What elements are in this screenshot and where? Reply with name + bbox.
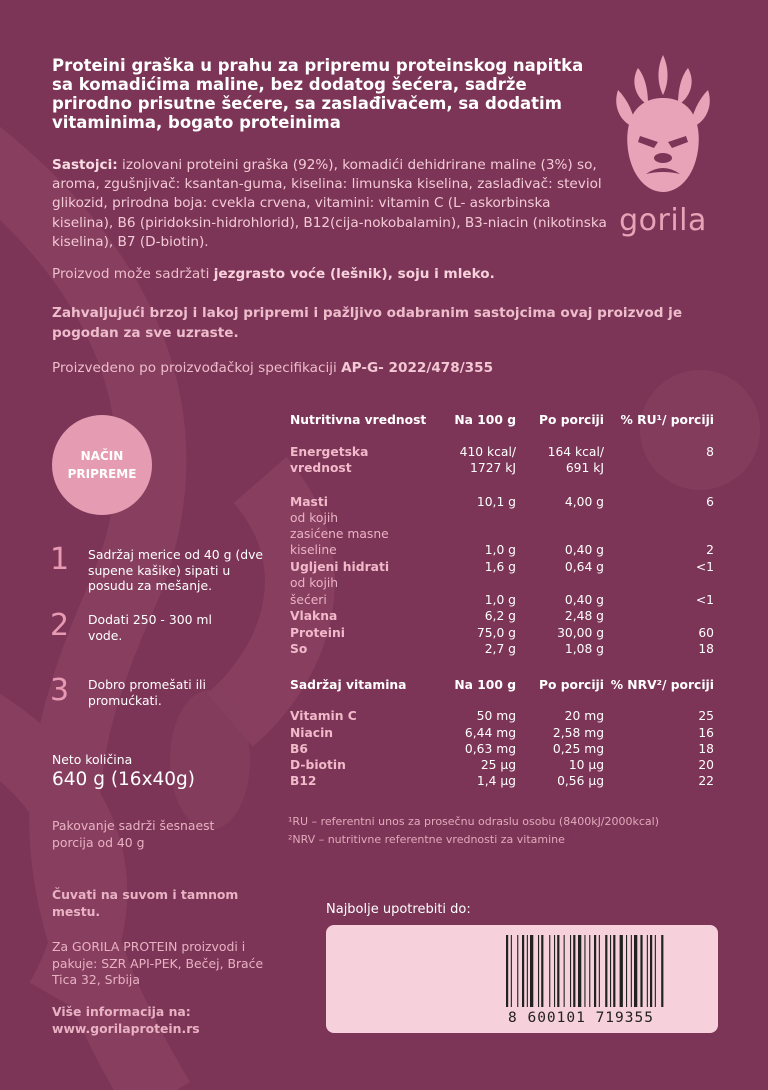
nutrient-value: 0,40 g xyxy=(564,593,604,607)
barcode xyxy=(506,935,706,1007)
vitamin-value: 50 mg xyxy=(476,709,516,723)
nutrient-value: 10,1 g xyxy=(476,495,516,509)
barcode-bar xyxy=(578,935,581,1007)
nutrient-sublabel: od kojih xyxy=(290,511,339,525)
nutrient-label: Ugljeni hidrati xyxy=(290,560,390,574)
badge-line-1: NAČIN xyxy=(80,449,124,463)
nutrition-header: Po porciji xyxy=(539,413,604,427)
nutrient-value: 1,0 g xyxy=(484,543,516,557)
barcode-bar xyxy=(573,935,575,1007)
barcode-bar xyxy=(605,935,607,1007)
website-link[interactable]: www.gorilaprotein.rs xyxy=(52,1020,200,1036)
nutrient-value: 30,00 g xyxy=(557,626,604,640)
net-quantity-value: 640 g (16x40g) xyxy=(52,769,196,790)
step-text: Sadržaj merice od 40 g (dve supene kašike) sipati u posudu za mešanje. xyxy=(88,547,264,593)
step-text: Dodati 250 - 300 ml vode. xyxy=(88,612,212,643)
nutrient-label: Energetska xyxy=(290,445,369,459)
vitamin-value: 6,44 mg xyxy=(464,726,516,740)
nutrient-value: 1,08 g xyxy=(564,642,604,656)
brand-name: gorila xyxy=(619,203,707,238)
allergen-prefix: Proizvod može sadržati xyxy=(52,266,214,282)
nutrition-header: Nutritivna vrednost xyxy=(290,413,427,427)
nutrient-sublabel: od kojih xyxy=(290,576,339,590)
nutrient-value: 4,00 g xyxy=(564,495,604,509)
nutrient-value: 2,7 g xyxy=(484,642,516,656)
vitamin-value: 0,25 mg xyxy=(552,742,604,756)
nutrient-value: 18 xyxy=(698,642,714,656)
nutrient-value: 2 xyxy=(706,543,714,557)
storage-info: Čuvati na suvom i tamnom mestu. xyxy=(52,887,239,919)
nutrient-value: 8 xyxy=(706,445,714,459)
barcode-bar xyxy=(599,935,600,1007)
barcode-bar xyxy=(661,935,663,1007)
barcode-bar xyxy=(541,935,543,1007)
vitamin-value: 2,58 mg xyxy=(552,726,604,740)
barcode-bar xyxy=(527,935,528,1007)
nutrient-sublabel: šećeri xyxy=(290,593,327,607)
barcode-box xyxy=(326,925,718,1033)
net-quantity-label: Neto količina xyxy=(52,752,133,767)
nutrient-value: 75,0 g xyxy=(476,626,516,640)
badge-line-2: PRIPREME xyxy=(67,467,137,481)
vitamin-value: 1,4 µg xyxy=(476,774,516,788)
nutrient-value: 1,0 g xyxy=(484,593,516,607)
vitamin-value: 22 xyxy=(698,774,714,788)
barcode-bar xyxy=(557,935,559,1007)
footnote-nrv: ²NRV – nutritivne referentne vrednosti za vitamine xyxy=(288,833,565,846)
barcode-bar xyxy=(655,935,656,1007)
nutrient-value: 1727 kJ xyxy=(470,461,516,475)
barcode-bar xyxy=(522,935,524,1007)
vitamin-value: 20 mg xyxy=(564,709,604,723)
vitamin-header: % NRV²/ porciji xyxy=(610,678,714,692)
barcode-digits: 8 600101 719355 xyxy=(508,1010,654,1026)
barcode-bar xyxy=(584,935,585,1007)
footnote-ru: ¹RU – referentni unos za prosečnu odraslu osobu (8400kJ/2000kcal) xyxy=(288,815,660,828)
specification xyxy=(52,360,652,376)
producer-info: Za GORILA PROTEIN proizvodi i pakuje: SZR API-PEK, Bečej, Braće Tica 32, Srbija xyxy=(52,939,264,987)
barcode-bar xyxy=(634,935,637,1007)
nutrient-value: 164 kcal/ xyxy=(547,445,604,459)
nutrition-header: % RU¹/ porciji xyxy=(620,413,714,427)
more-info-label: Više informacija na: xyxy=(52,1004,191,1019)
vitamin-label: Vitamin C xyxy=(290,709,357,723)
gorilla-head-icon xyxy=(608,50,718,200)
allergen-warning xyxy=(52,266,652,282)
barcode-bar xyxy=(613,935,615,1007)
nutrient-value: <1 xyxy=(695,593,714,607)
best-before-label: Najbolje upotrebiti do: xyxy=(326,902,471,917)
vitamin-header: Sadržaj vitamina xyxy=(290,678,407,692)
vitamin-label: D-biotin xyxy=(290,758,346,772)
vitamin-header: Po porciji xyxy=(539,678,604,692)
ingredients-text: izolovani proteini graška (92%), komadići dehidrirane maline (3%) so, aroma, zgušnjivač: ksantan-guma, kiselina: limunska kiselina, zaslađivač: steviol glikozid, prirodna boja: cvekla crvena, vitamini: vitamin C (L- askorbinska kiselina), B6 (piridoksin-hidrohlorid), B12(cija-nokobalamin), B3-niacin (nikotinska kiselina), B7 (D-biotin). xyxy=(52,157,607,250)
barcode-bar xyxy=(620,935,623,1007)
barcode-bar xyxy=(631,935,632,1007)
step-number: 1 xyxy=(50,542,70,577)
nutrient-value: <1 xyxy=(695,560,714,574)
preparation-badge-text xyxy=(62,447,142,483)
vitamin-value: 18 xyxy=(698,742,714,756)
nutrient-sublabel: kiseline xyxy=(290,543,337,557)
nutrient-value: 410 kcal/ xyxy=(459,445,516,459)
vitamin-value: 0,56 µg xyxy=(557,774,604,788)
preparation-badge xyxy=(52,415,152,515)
nutrient-value: 2,48 g xyxy=(564,609,604,623)
vitamin-header: Na 100 g xyxy=(454,678,516,692)
nutrient-label: Vlakna xyxy=(290,609,338,623)
vitamin-label: Niacin xyxy=(290,726,334,740)
barcode-bar xyxy=(511,935,512,1007)
ingredients xyxy=(52,156,612,252)
barcode-bar xyxy=(549,935,550,1007)
nutrient-value: 6,2 g xyxy=(484,609,516,623)
barcode-bar xyxy=(554,935,555,1007)
nutrient-value: 691 kJ xyxy=(565,461,604,475)
step-text: Dobro promešati ili promućkati. xyxy=(88,677,206,708)
step-number: 3 xyxy=(50,673,70,708)
vitamin-value: 25 µg xyxy=(480,758,516,772)
barcode-bar xyxy=(570,935,571,1007)
suitability-note: Zahvaljujući brzoj i lakoj pripremi i pažljivo odabranim sastojcima ovaj proizvod je pogodan za sve uzraste. xyxy=(52,305,683,341)
barcode-bar xyxy=(647,935,648,1007)
vitamin-value: 10 µg xyxy=(568,758,604,772)
nutrient-value: 6 xyxy=(706,495,714,509)
vitamin-label: B6 xyxy=(290,742,308,756)
barcode-bar xyxy=(626,935,627,1007)
ingredients-label: Sastojci: xyxy=(52,157,118,173)
nutrient-sublabel: zasićene masne xyxy=(290,527,389,541)
barcode-bar xyxy=(610,935,611,1007)
vitamin-value: 20 xyxy=(698,758,714,772)
nutrient-value: 1,6 g xyxy=(484,560,516,574)
barcode-bar xyxy=(650,935,652,1007)
nutrient-label: So xyxy=(290,642,308,656)
nutrient-value: 60 xyxy=(698,626,714,640)
barcode-bar xyxy=(517,935,518,1007)
barcode-bar xyxy=(538,935,539,1007)
more-info xyxy=(52,1004,272,1037)
spec-code: AP-G- 2022/478/355 xyxy=(341,360,494,376)
vitamin-value: 16 xyxy=(698,726,714,740)
product-title: Proteini graška u prahu za pripremu proteinskog napitka sa komadićima maline, bez dodatog šećera, sadrže prirodno prisutne šećere, sa zaslađivačem, sa dodatim vitaminima, bogato proteinima xyxy=(52,56,584,132)
nutrient-label: Proteini xyxy=(290,626,345,640)
barcode-bar xyxy=(530,935,533,1007)
nutrient-value: 0,40 g xyxy=(564,543,604,557)
nutrient-label: vrednost xyxy=(290,461,352,475)
spec-prefix: Proizvedeno po proizvođačkoj specifikaciji xyxy=(52,360,342,376)
barcode-bar xyxy=(564,935,565,1007)
vitamin-label: B12 xyxy=(290,774,317,788)
vitamin-value: 0,63 mg xyxy=(464,742,516,756)
vitamin-value: 25 xyxy=(698,709,714,723)
barcode-bar xyxy=(594,935,596,1007)
nutrient-label: Masti xyxy=(290,495,328,509)
barcode-bar xyxy=(640,935,642,1007)
allergen-list: jezgrasto voće (lešnik), soju i mleko. xyxy=(213,266,495,282)
nutrition-header: Na 100 g xyxy=(454,413,516,427)
step-number: 2 xyxy=(50,608,70,643)
packaging-info: Pakovanje sadrži šesnaest porcija od 40 g xyxy=(52,818,215,850)
barcode-bar xyxy=(506,935,508,1007)
nutrient-value: 0,64 g xyxy=(564,560,604,574)
barcode-bar xyxy=(589,935,590,1007)
